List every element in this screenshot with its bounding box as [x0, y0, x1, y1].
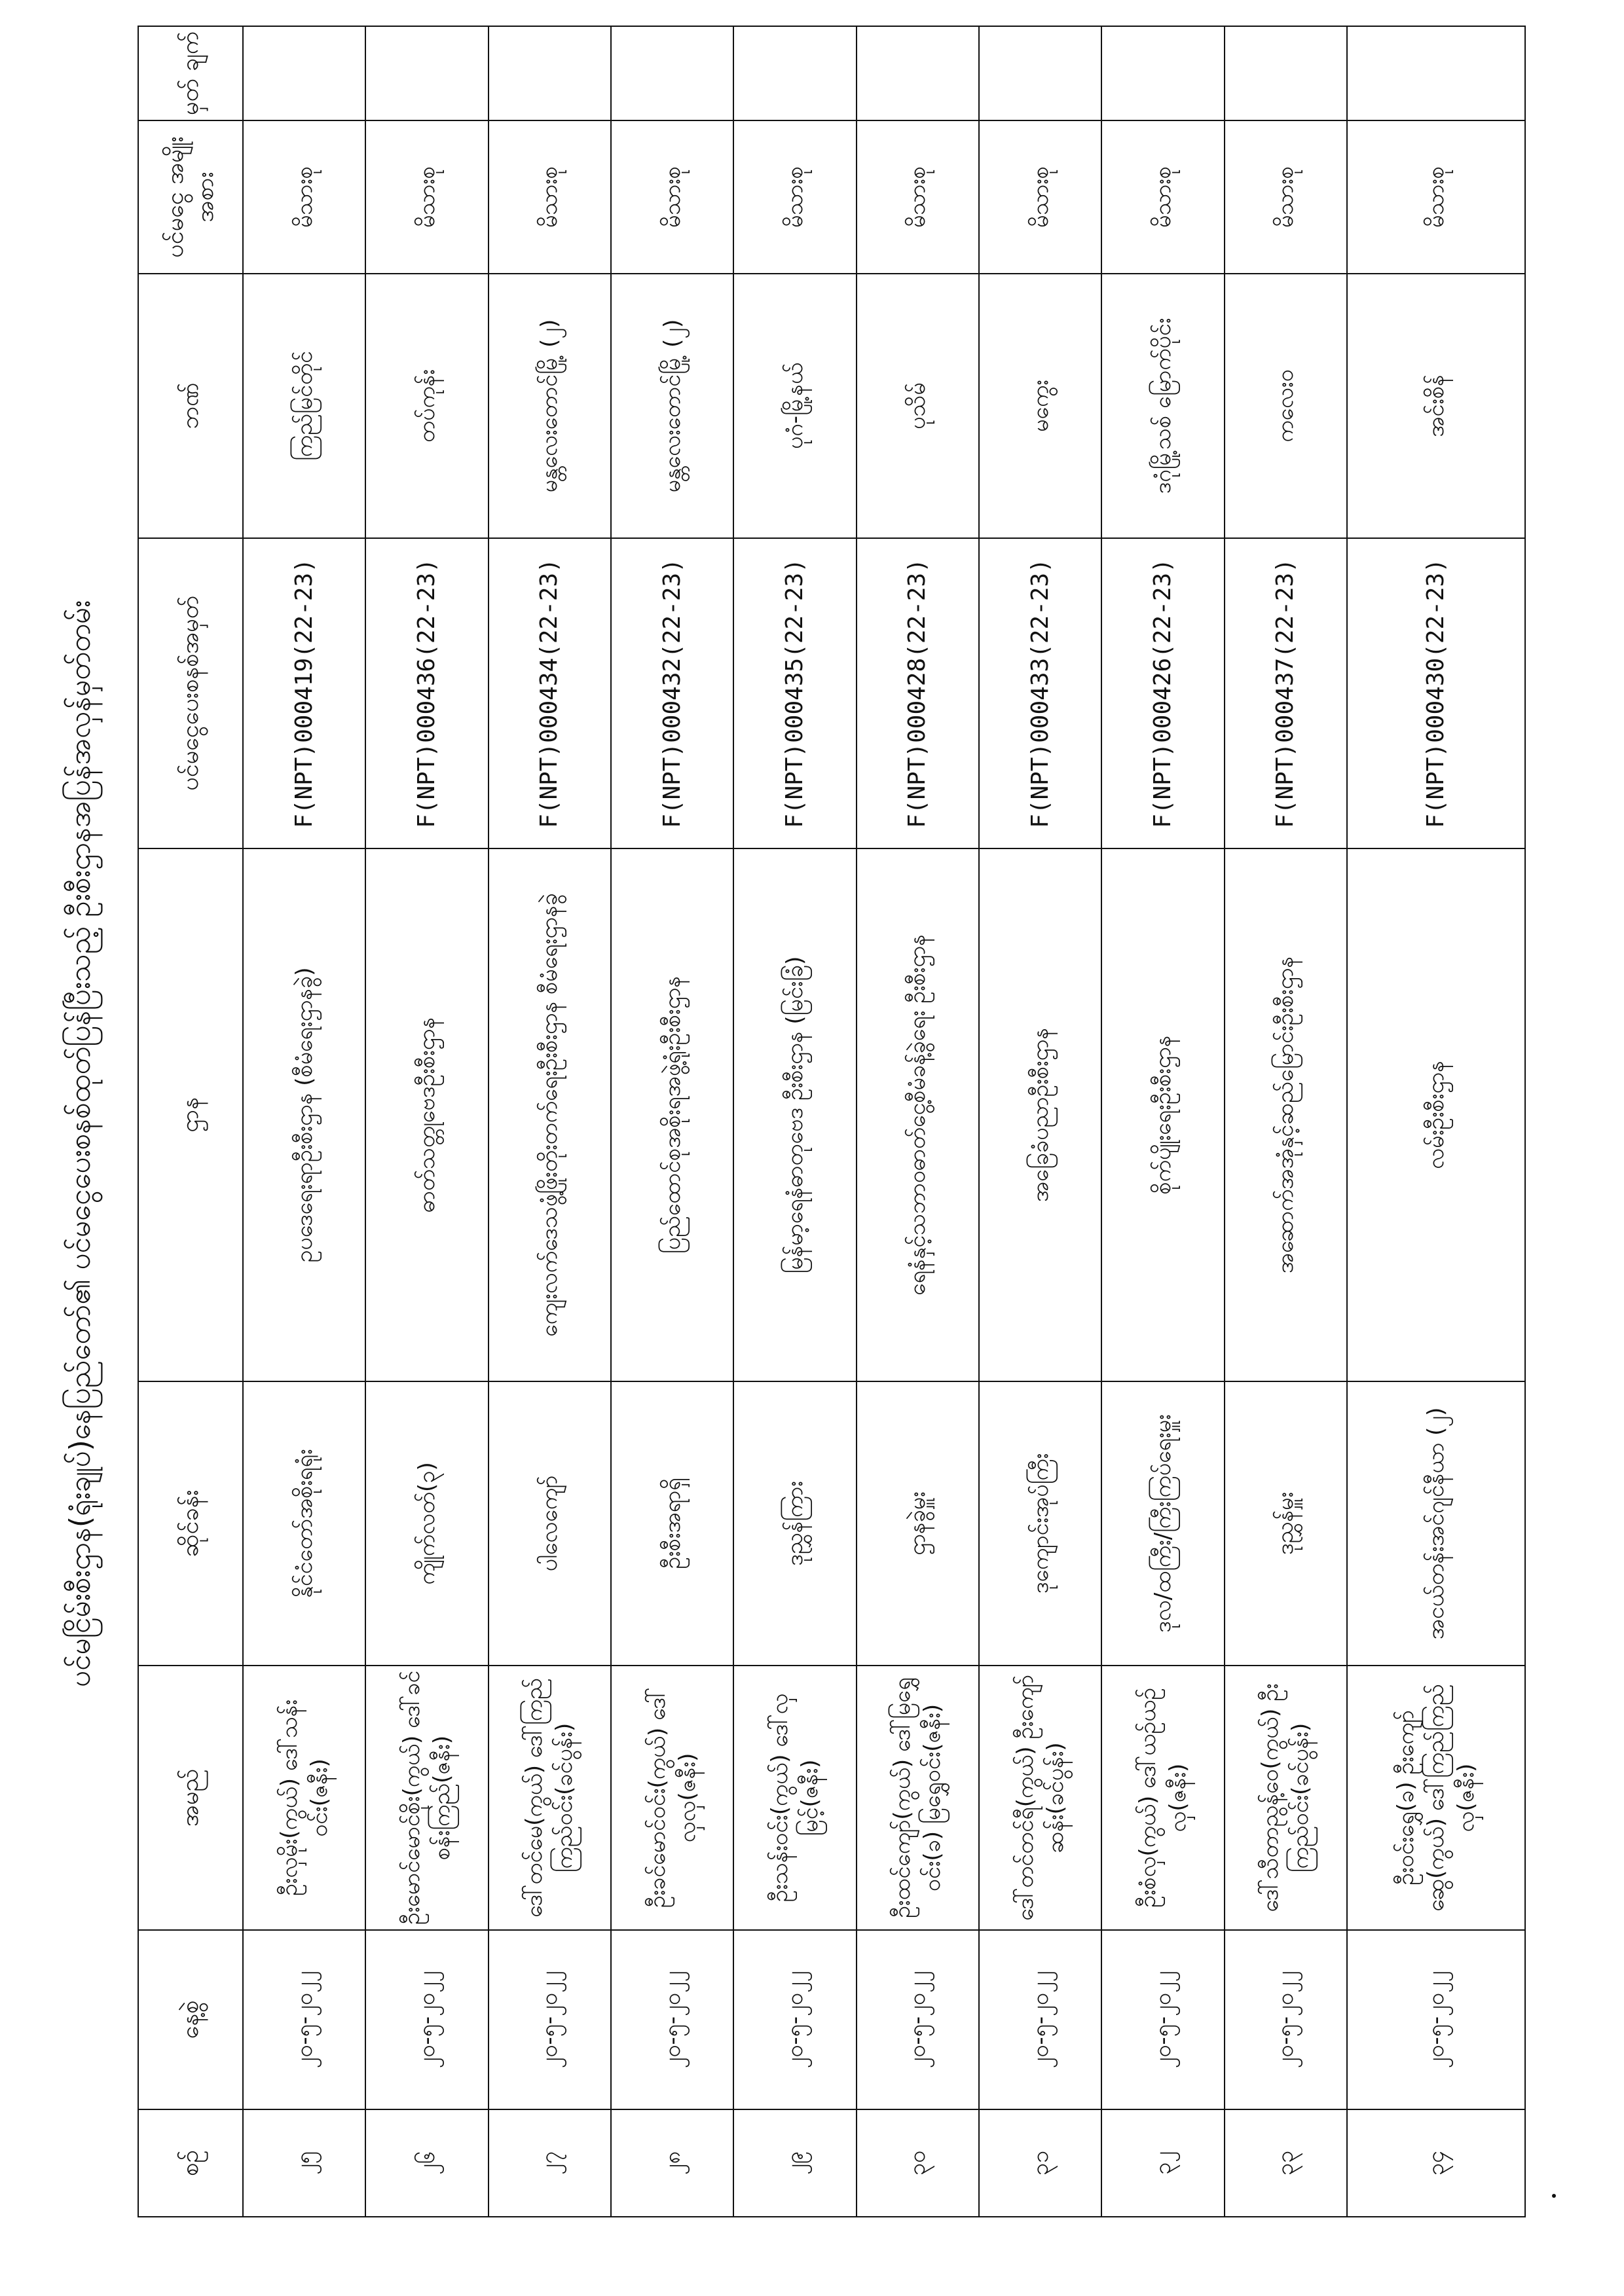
cell-date: ၂၀-၅-၂၀၂၂	[611, 1930, 733, 2109]
cell-position: ဒုလ/ထကြီး/ကြီးကြပ်ရေးမှူး	[1101, 1381, 1224, 1666]
cell-bank: မန္တလေးတောင်မြို့ (၂)	[611, 274, 733, 538]
cell-name: ဒေါ်တင်တင်ရီ(ကွယ်) ဦးကျော်ဆန်း(ခင်ပွန်း)	[979, 1666, 1101, 1930]
header-no: စဉ်	[138, 2109, 243, 2217]
cell-remarks	[979, 26, 1101, 120]
cell-position: ဦးစီးအရာရှိ	[611, 1381, 733, 1666]
cell-pension-type: မိသားစု	[611, 120, 733, 274]
header-department: ဌာန	[138, 848, 243, 1381]
cell-date: ၂၀-၅-၂၀၂၂	[243, 1930, 365, 2109]
cell-date: ၂၀-၅-၂၀၂၂	[1225, 1930, 1347, 2109]
cell-pension-type: မိသားစု	[1347, 120, 1525, 274]
cell-no: ၂၉	[733, 2109, 856, 2217]
cell-pension-type: မိသားစု	[733, 120, 856, 274]
cell-position: ဒုညွှန်ကြား	[733, 1381, 856, 1666]
header-pension-type: ပင်မငွေ အမျိုးအစား	[138, 120, 243, 274]
cell-bank: ဒဂုံမြို့သစ် မြောက်ပိုင်း	[1101, 274, 1224, 538]
cell-remarks	[243, 26, 365, 120]
cell-position: ဌာနခွဲမှူး	[857, 1381, 979, 1666]
header-position: ဆိုင်ခန်း	[138, 1381, 243, 1666]
cell-position: ဒုကျောင်းအုပ်ကြီး	[979, 1381, 1101, 1666]
cell-remarks	[1347, 26, 1525, 120]
table-row	[857, 26, 979, 2217]
header-name: အမည်	[138, 1666, 243, 1930]
rotated-page-content	[26, 0, 1598, 2296]
header-bank: ဘဏ်	[138, 274, 243, 538]
cell-payment-number: F(NPT)000428(22-23)	[857, 538, 979, 848]
cell-name: ဦးစံလှ(ကွယ်) ဒေါ်ယဉ်ယဉ်လှ(ဇနီး)	[1101, 1666, 1224, 1930]
header-remarks: မှတ် ချက်	[138, 26, 243, 120]
cell-payment-number: F(NPT)000437(22-23)	[1225, 538, 1347, 848]
cell-name: ဦးလှမိုး(ကွယ်) ဒေါ်သန်းဝင်း(ဇနီး)	[243, 1666, 365, 1930]
pension-table	[138, 26, 1526, 2217]
table-row	[1101, 26, 1224, 2217]
cell-bank: ကြည်မြင်တိုင်	[243, 274, 365, 538]
cell-department: မြန်မာ့ရေနံဓာတုဗေဒ ဦးစီးဌာန (မြင်းခြံ)	[733, 848, 856, 1381]
cell-department: ပြည်ထောင်စုအစိုးရအဖွဲ့ရုံးဦးစီးဌာန	[611, 848, 733, 1381]
cell-payment-number: F(NPT)000435(22-23)	[733, 538, 856, 848]
cell-name: ဒေါ်သီတာညွန့်ဝေ(ကွယ်) ဦးကြည်ဝင်း(ခင်ပွန်း)	[1225, 1666, 1347, 1930]
cell-date: ၂၀-၅-၂၀၂၂	[979, 1930, 1101, 2109]
cell-pension-type: မိသားစု	[1101, 120, 1224, 274]
table-row	[365, 26, 488, 2217]
table-row	[1347, 26, 1525, 2217]
cell-position: ဒုညွှန်မှူး	[1225, 1381, 1347, 1666]
cell-position: အငယ်တန်းအင်ဂျင်နီယာ (၂)	[1347, 1381, 1525, 1666]
header-date: နေ့စွဲ	[138, 1930, 243, 2109]
cell-bank: မန္တလေးတောင်မြို့ (၂)	[489, 274, 611, 538]
cell-no: ၂၈	[611, 2109, 733, 2217]
cell-bank: အင်းစိန်	[1347, 274, 1525, 538]
cell-payment-number: F(NPT)000433(22-23)	[979, 538, 1101, 848]
cell-pension-type: မိသားစု	[489, 120, 611, 274]
cell-bank: တပ်ကုန်း	[365, 274, 488, 538]
cell-date: ၂၀-၅-၂၀၂၂	[1347, 1930, 1525, 2109]
cell-name: ဦးဝင်းရွှေ(ခ) ဦးကျော်ဆွေ(ကွယ်) ဒေါ်ကြည်ကြည်လှ(ဇနီး)	[1347, 1666, 1525, 1930]
cell-name: ဦးသန်းဝင်း(ကွယ်) ဒေါ်လှမြင့်(ဇနီး)	[733, 1666, 856, 1930]
cell-no: ၂၇	[489, 2109, 611, 2217]
scanned-document-page	[26, 0, 1598, 2296]
cell-pension-type: မိသားစု	[979, 120, 1101, 274]
cell-name: ဦးထင်ကျော်(ကွယ်) ဒေါ်မြရွှေဝင်း(ခ) မြရွှေဝင်း(ဇနီး)	[857, 1666, 979, 1930]
table-row	[243, 26, 365, 2217]
cell-pension-type: မိသားစု	[365, 120, 488, 274]
table-row	[1225, 26, 1347, 2217]
cell-date: ၂၀-၅-၂၀၂၂	[1101, 1930, 1224, 2109]
cell-name: ဦးမောင်မောင်စိုး(ကွယ်) ဒေါ်ခင်စန်းကြည်(ဇနီး)	[365, 1666, 488, 1930]
cell-payment-number: F(NPT)000426(22-23)	[1101, 538, 1224, 848]
cell-bank: မကွေး	[979, 274, 1101, 538]
cell-remarks	[489, 26, 611, 120]
cell-department: လမ်းဦးစီးဌာန	[1347, 848, 1525, 1381]
cell-position: ပါလေကျော်	[489, 1381, 611, 1666]
cell-no: ၃၄	[1347, 2109, 1525, 2217]
cell-payment-number: F(NPT)000432(22-23)	[611, 538, 733, 848]
cell-remarks	[1101, 26, 1224, 120]
cell-payment-number: F(NPT)000430(22-23)	[1347, 538, 1525, 848]
cell-department: စိုက်ပျိုးရေးဦးစီးဌာန	[1101, 848, 1224, 1381]
cell-department: အဆောက်အအုံနှင့်ဆည်မြောင်းဦးစီးဌာန	[1225, 848, 1347, 1381]
cell-payment-number: F(NPT)000434(22-23)	[489, 538, 611, 848]
cell-name: ဦးခင်မောင်ဝင်း(ကွယ်) ဒေါ်လှလှ(ဇနီး)	[611, 1666, 733, 1930]
cell-pension-type: မိသားစု	[857, 120, 979, 274]
table-row	[489, 26, 611, 2217]
cell-no: ၃၂	[1101, 2109, 1224, 2217]
cell-no: ၃၀	[857, 2109, 979, 2217]
cell-payment-number: F(NPT)000436(22-23)	[365, 538, 488, 848]
cell-bank: ပုသိမ်	[857, 274, 979, 538]
cell-no: ၃၃	[1225, 2109, 1347, 2217]
cell-department: အခြေခံပညာဦးစီးဌာန	[979, 848, 1101, 1381]
cell-bank: ကလေးဝ	[1225, 274, 1347, 538]
scan-dot	[1552, 2194, 1556, 2198]
cell-department: ဥပဒေရေးရာဦးစီးဌာန (စီမံရေးဌာနခွဲ)	[243, 848, 365, 1381]
cell-department: ဓာတ်သတ္တုဗေဒဦးစီးဌာန	[365, 848, 488, 1381]
cell-remarks	[857, 26, 979, 120]
cell-date: ၂၀-၅-၂၀၂၂	[857, 1930, 979, 2109]
table-row	[979, 26, 1101, 2217]
cell-pension-type: မိသားစု	[1225, 120, 1347, 274]
cell-department: ရေနံနှင့်သဘာဝဓာတ်ငွေ့စီမံခန့်ခွဲရေး ဦးစီးဌာန	[857, 848, 979, 1381]
cell-date: ၂၀-၅-၂၀၂၂	[733, 1930, 856, 2109]
cell-department: ကျေးလက်ဒေသဖွံ့ဖြိုးတိုးတက်ရေးဦးစီးဌာန စီမံရေးဌာနခွဲ	[489, 848, 611, 1381]
cell-date: ၂၀-၅-၂၀၂၂	[365, 1930, 488, 2109]
cell-bank: ပုဂံ-မြို့နယ်	[733, 274, 856, 538]
cell-name: ဒေါ်တင်မေ(ကွယ်) ဒေါ်ကြည်ကြည်ဝင်း(ခင်ပွန်း)	[489, 1666, 611, 1930]
cell-payment-number: F(NPT)000419(22-23)	[243, 538, 365, 848]
cell-remarks	[733, 26, 856, 120]
cell-remarks	[611, 26, 733, 120]
cell-date: ၂၀-၅-၂၀၂၂	[489, 1930, 611, 2109]
document-title: ပင်မငြိမ်းစီးဌာန(ရုံးချုပ်)နေပြည်တော်၏ ပင်မငွေပေးစနစ်ထုတ်ပြန်ပြီးသည့် ဦးစီးဌာနအပြန်အလှန်မှတ်တမ်း	[64, 600, 97, 1688]
cell-remarks	[1225, 26, 1347, 120]
cell-remarks	[365, 26, 488, 120]
table-header-row	[138, 26, 243, 2217]
cell-pension-type: မိသားစု	[243, 120, 365, 274]
table-row	[733, 26, 856, 2217]
cell-no: ၂၆	[365, 2109, 488, 2217]
header-payment-number: ပင်မငွေပေးစနစ်အမှတ်	[138, 538, 243, 848]
cell-position: ကျိုက်လတ်(၃)	[365, 1381, 488, 1666]
cell-no: ၂၅	[243, 2109, 365, 2217]
cell-no: ၃၁	[979, 2109, 1101, 2217]
table-row	[611, 26, 733, 2217]
cell-position: နိုင်ငံတော်အစိုးရရုံး	[243, 1381, 365, 1666]
